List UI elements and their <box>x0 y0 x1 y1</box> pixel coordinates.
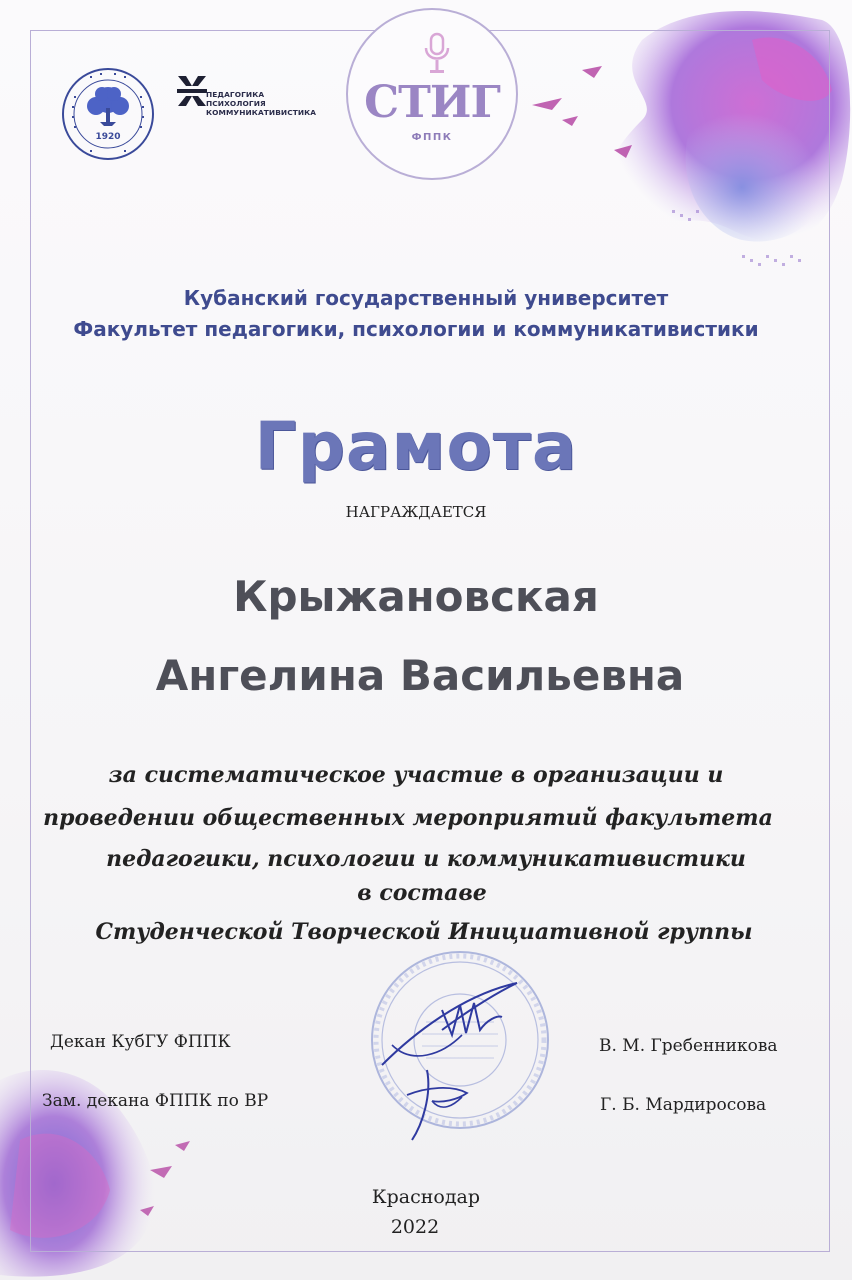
faculty-name: Факультет педагогики, психологии и коммуникативистики <box>73 317 759 341</box>
kubsu-logo-year: 1920 <box>95 132 121 142</box>
signatory-name-dean: В. М. Гребенникова <box>599 1036 778 1056</box>
faculty-logo <box>176 72 321 116</box>
recipient-surname: Крыжановская <box>233 572 599 621</box>
university-name: Кубанский государственный университет <box>183 286 669 310</box>
signatory-name-deputy: Г. Б. Мардиросова <box>600 1095 767 1115</box>
footer-city: Краснодар <box>371 1186 481 1208</box>
faculty-logo-text-1: ПЕДАГОГИКА ПСИХОЛОГИЯ <box>206 90 266 108</box>
recipient-given-names: Ангелина Васильевна <box>155 651 685 700</box>
stig-emblem-subtitle: ФППК <box>411 132 453 143</box>
award-reason-line: в составе <box>357 880 487 906</box>
kubsu-logo <box>60 66 156 162</box>
footer-year: 2022 <box>390 1216 440 1238</box>
awarded-label: НАГРАЖДАЕТСЯ <box>345 503 487 521</box>
signatory-position-deputy: Зам. декана ФППК по ВР <box>42 1091 269 1111</box>
award-reason-line: Студенческой Творческой Инициативной группы <box>95 919 753 945</box>
faculty-logo-mark-icon <box>176 72 208 110</box>
stig-emblem <box>346 8 518 180</box>
microphone-icon <box>422 32 452 76</box>
signatory-position-dean: Декан КубГУ ФППК <box>50 1032 231 1052</box>
certificate-title: Грамота <box>254 408 578 485</box>
stig-emblem-title: СТИГ <box>364 77 500 128</box>
award-reason-line: проведении общественных мероприятий факультета <box>43 805 773 831</box>
handwritten-signatures <box>372 975 522 1145</box>
award-reason-line: педагогики, психологии и коммуникативистики <box>106 846 746 872</box>
award-reason-line: за систематическое участие в организации и <box>108 762 724 788</box>
faculty-logo-text-2: КОММУНИКАТИВИСТИКА <box>206 108 317 117</box>
